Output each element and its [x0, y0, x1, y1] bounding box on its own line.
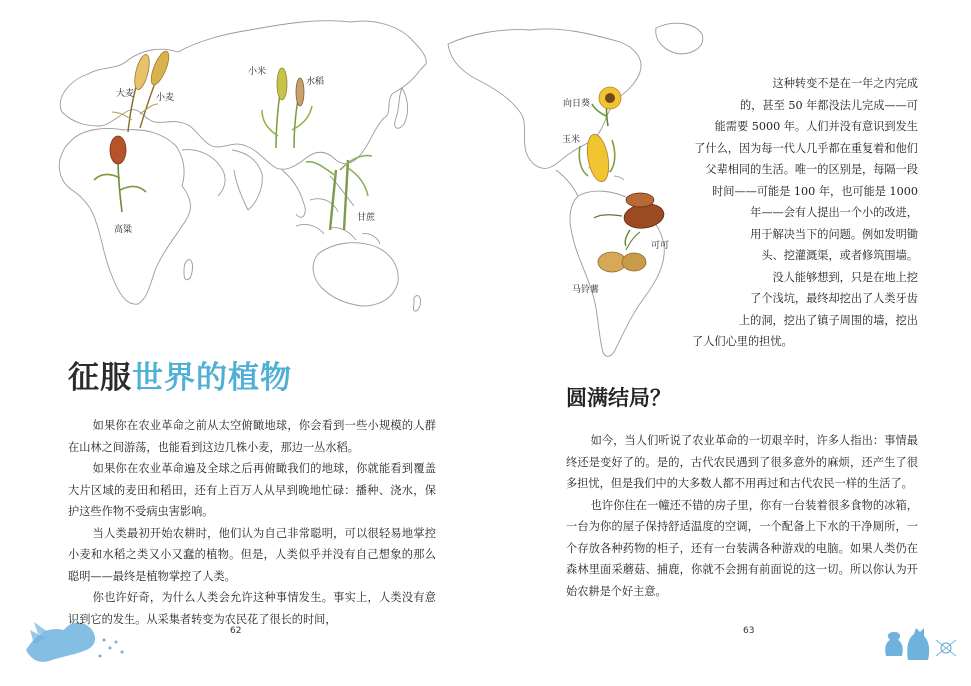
japan-outline	[395, 88, 408, 128]
text-line: 头、挖灌溉渠，或者修筑围墙。	[761, 249, 918, 262]
label-wheat: 小麦	[156, 93, 175, 103]
left-page-body	[68, 415, 436, 630]
decorative-vase-cat-sun-motif	[885, 628, 956, 660]
label-potato: 马铃薯	[572, 285, 600, 295]
label-corn: 玉米	[562, 135, 581, 145]
right-page-top-text	[690, 73, 918, 353]
text-line: 了个浅坑，最终却挖出了人类牙齿	[750, 292, 918, 305]
text-line: 父辈相同的生活。唯一的区别是，每隔一段	[705, 163, 918, 176]
right-paragraph: 也许你住在一幢还不错的房子里，你有一台装着很多食物的冰箱，一台为你的屋子保持舒适温度的空调，一个配备上下水的干净厕所，一个存放各种药物的柜子，还有一台装满各种游戏的电脑。如果人类仍在森林里面采蘑菇、捕鹿，你就不会拥有前面说的这一切。所以你认为开始农耕是个好主意。	[566, 498, 918, 598]
label-cacao: 可可	[651, 241, 670, 251]
text-line: 年——会有人提出一个小的改进，	[750, 206, 918, 219]
page-number-right: 63	[743, 626, 755, 636]
label-barley: 大麦	[116, 89, 135, 99]
text-line: 上的洞，挖出了镇子周围的墙，挖出	[738, 313, 918, 327]
left-paragraph: 如果你在农业革命之前从太空俯瞰地球，你会看到一些小规模的人群在山林之间游荡，也能看到这边几株小麦，那边一丛水稻。	[68, 419, 436, 454]
arabia-india-outline	[182, 150, 262, 210]
corn-illustration	[579, 133, 615, 184]
text-line: 没人能够想到，只是在地上挖	[772, 270, 918, 284]
australia-outline	[313, 243, 398, 306]
page-title	[68, 352, 292, 397]
text-line: 的，甚至 50 年都没法儿完成——可	[740, 98, 918, 112]
text-line: 这种转变不是在一年之内完成	[772, 77, 918, 90]
sunflower-illustration	[592, 87, 621, 126]
text-line: 了什么，因为每一代人几乎都在重复着和他们	[694, 141, 918, 155]
millet-rice-illustration	[262, 68, 312, 148]
page-title-dark: 征服	[68, 360, 132, 396]
madagascar-outline	[184, 260, 193, 280]
indonesia-outline	[296, 224, 380, 244]
label-rice: 水稻	[306, 77, 325, 87]
text-line: 用于解决当下的问题。例如发明锄	[750, 227, 918, 241]
left-paragraph: 如果你在农业革命遍及全球之后再俯瞰我们的地球，你就能看到覆盖大片区域的麦田和稻田，还有上百万人从早到晚地忙碌：播种、浇水，保护这些作物不受病虫害影响。	[68, 462, 436, 518]
label-sorghum: 高粱	[114, 225, 133, 235]
text-line: 了人们心里的担忧。	[692, 335, 793, 348]
label-millet: 小米	[248, 67, 267, 77]
greenland-outline	[656, 23, 703, 54]
central-america-outline	[556, 170, 578, 196]
section-heading: 圆满结局？	[566, 386, 671, 410]
text-line: 能需要 5000 年。人们并没有意识到发生	[714, 120, 918, 133]
potato-illustration	[598, 232, 646, 272]
page-number-left: 62	[230, 626, 242, 636]
label-sugarcane: 甘蔗	[357, 213, 376, 223]
text-line: 时间——可能是 100 年，也可能是 1000	[712, 184, 918, 198]
southeast-asia-outline	[282, 170, 354, 217]
page-title-accent: 世界的植物	[132, 360, 292, 396]
new-zealand-outline	[413, 296, 420, 312]
sorghum-illustration	[94, 136, 146, 212]
right-paragraph: 如今，当人们听说了农业革命的一切艰辛时，许多人指出：事情最终还是变好了的。是的，古代农民遇到了很多意外的麻烦，还产生了很多担忧，但是我们中的大多数人都不用再过和古代农民一样的生活了。	[566, 434, 918, 490]
right-page-body	[566, 430, 918, 602]
left-paragraph: 当人类最初开始农耕时，他们认为自己非常聪明，可以很轻易地掌控小麦和水稻之类又小又蠢的植物。但是，人类似乎并没有自己想象的那么聪明——最终是植物掌控了人类。	[68, 526, 436, 583]
left-paragraph: 你也许好奇，为什么人类会允许这种事情发生。事实上，人类没有意识到它的发生。从采集者转变为农民花了很长的时间，	[68, 591, 436, 626]
label-sunflower: 向日葵	[563, 99, 591, 109]
